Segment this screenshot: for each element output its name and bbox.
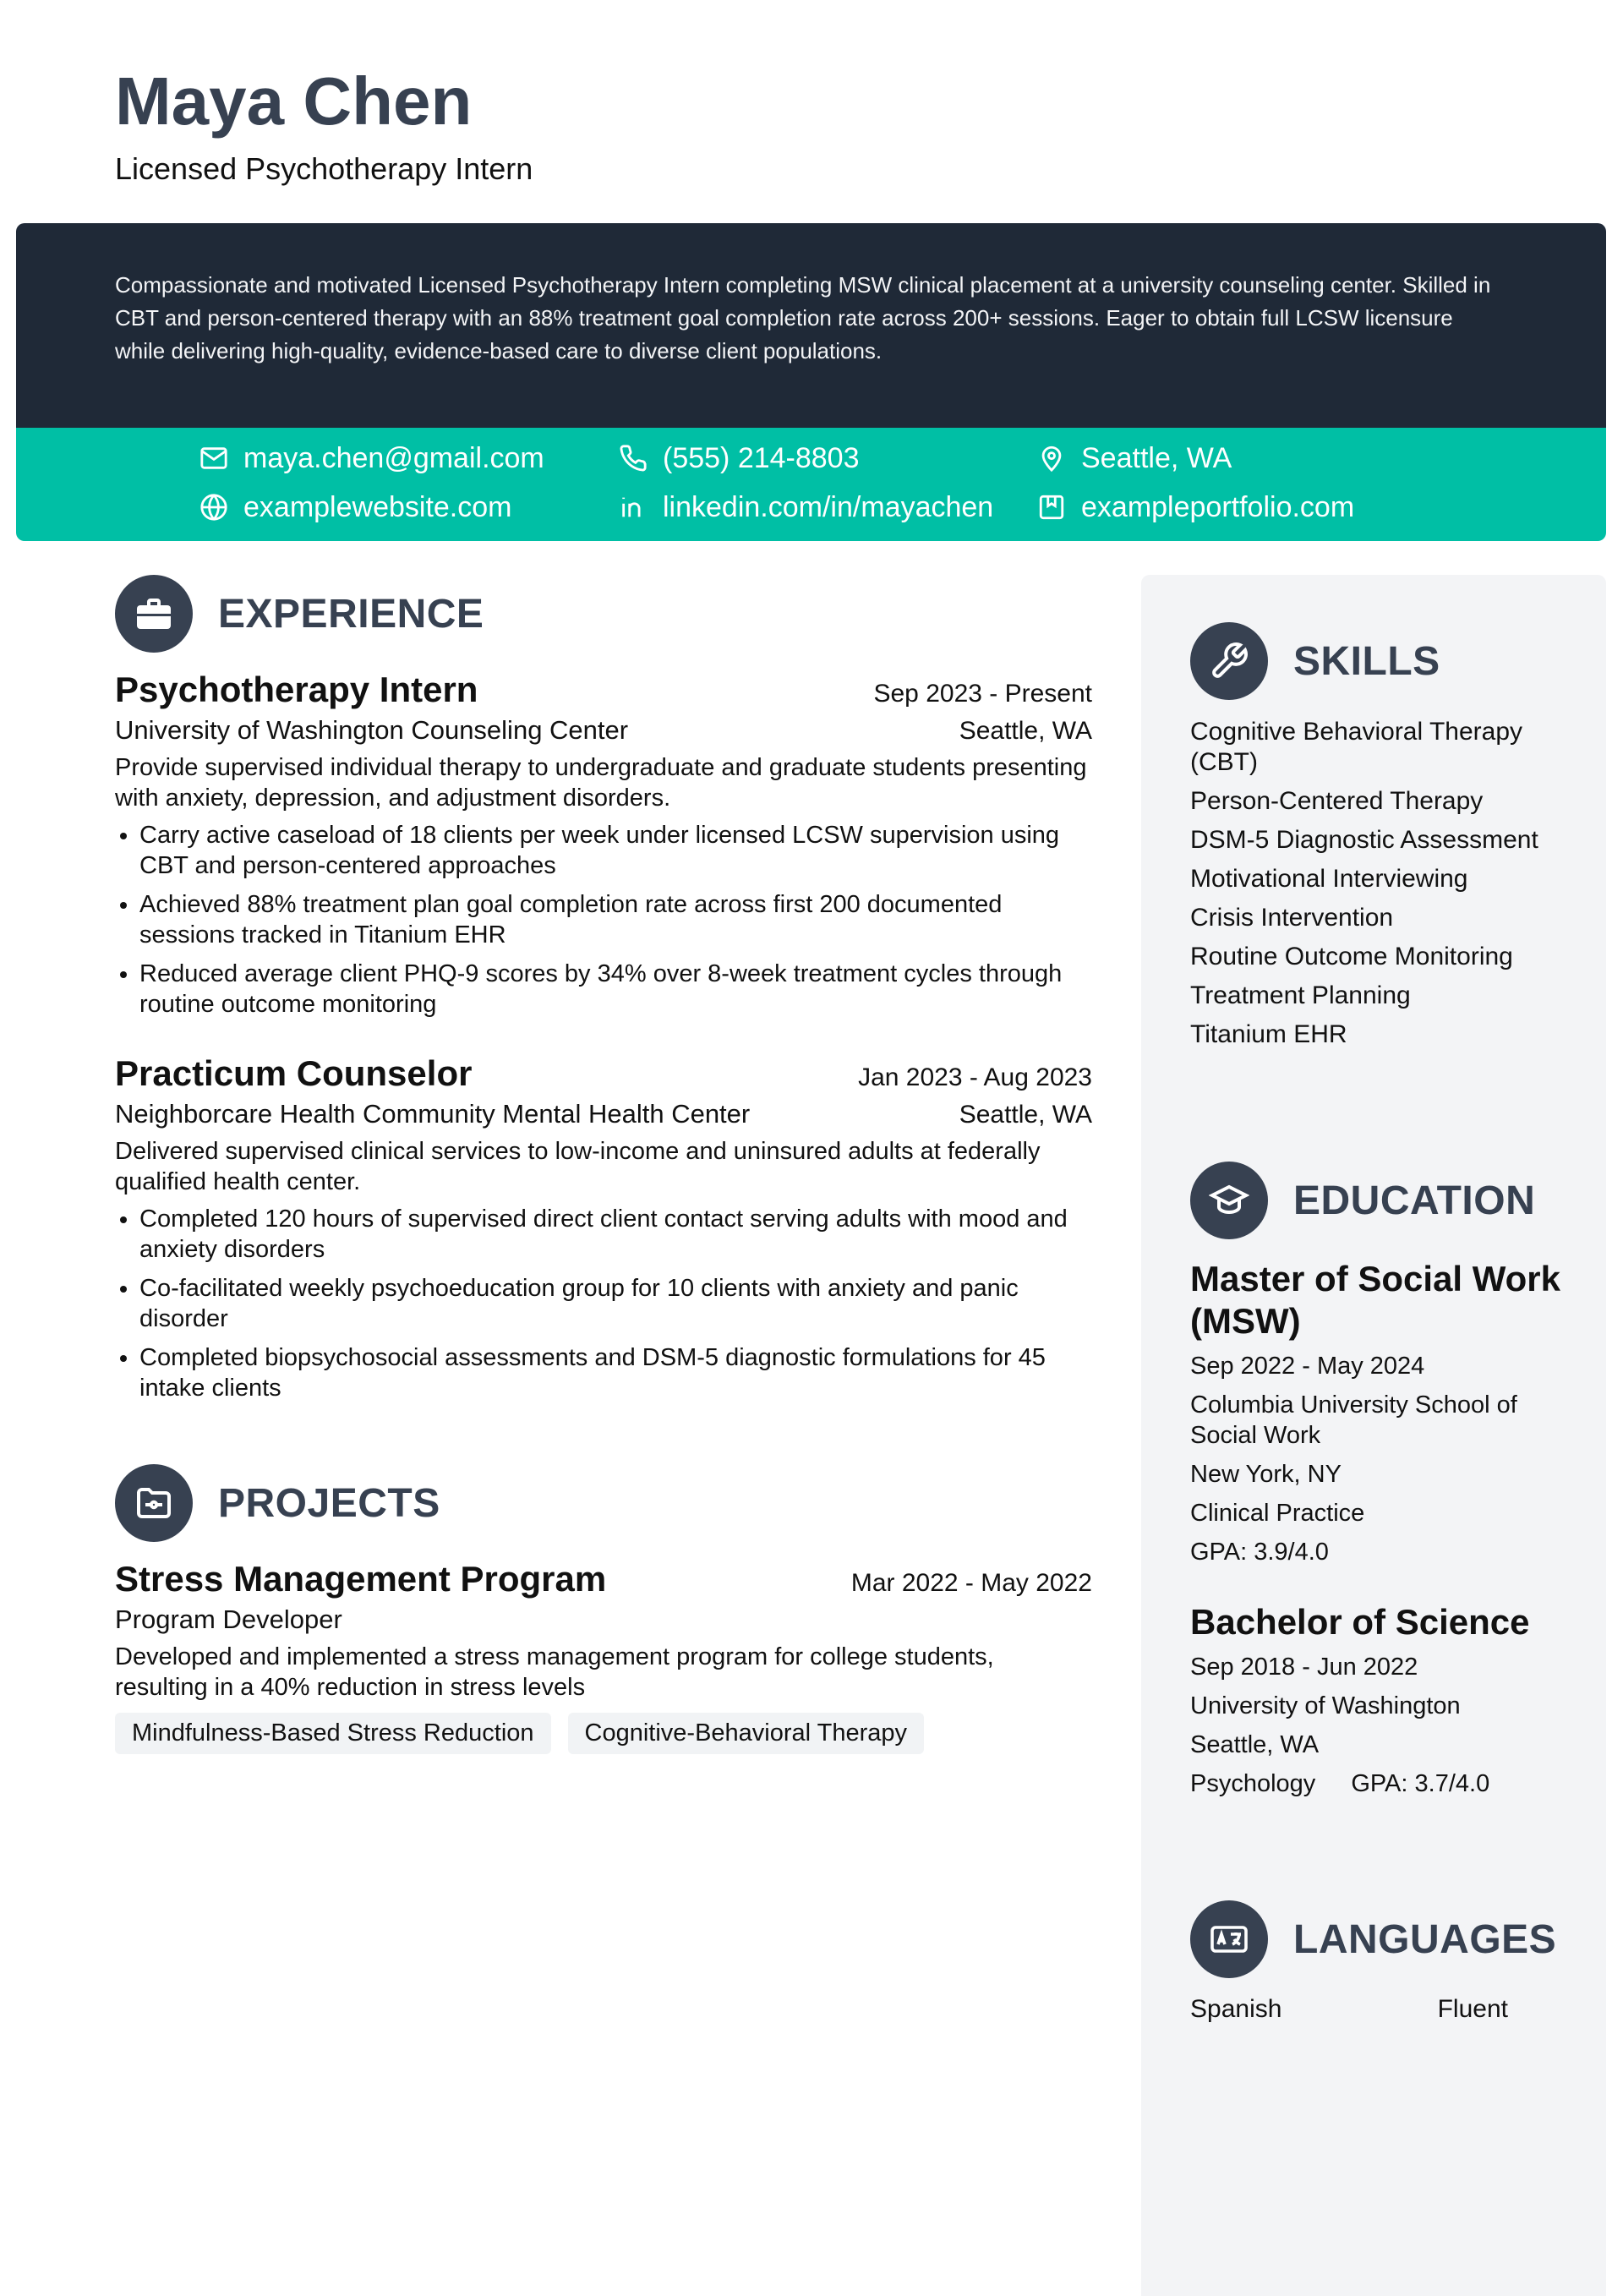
job-bullet: • Co-facilitated weekly psychoeducation group for 10 clients with anxiety and panic disorder	[139, 1273, 1092, 1334]
education-heading	[1190, 1162, 1535, 1239]
contact-bar	[16, 428, 1606, 541]
phone-icon	[619, 444, 648, 473]
project-tags	[115, 1713, 1092, 1754]
language-row	[1190, 1995, 1508, 2024]
job-bullet: • Completed 120 hours of supervised direct client contact serving adults with mood and anxiety disorders	[139, 1204, 1092, 1265]
project-entry	[115, 1557, 1092, 1754]
job-location: Seattle, WA	[959, 1101, 1092, 1129]
map-pin-icon	[1037, 444, 1066, 473]
job-description: Provide supervised individual therapy to undergraduate and graduate students presenting with anxiety, depression, and adjustment disorders.	[115, 754, 1087, 812]
degree-title: Bachelor of Science	[1190, 1602, 1530, 1642]
education-title: EDUCATION	[1293, 1178, 1536, 1223]
education-location: New York, NY	[1190, 1461, 1342, 1488]
job-org: University of Washington Counseling Center	[115, 715, 629, 745]
job-location: Seattle, WA	[959, 717, 1092, 745]
wrench-icon	[1190, 622, 1268, 700]
education-dates: Sep 2022 - May 2024	[1190, 1353, 1425, 1380]
contact-phone[interactable]	[619, 441, 860, 475]
project-tag: Cognitive-Behavioral Therapy	[568, 1713, 925, 1754]
candidate-name: Maya Chen	[115, 63, 473, 139]
education-school: University of Washington	[1190, 1692, 1461, 1719]
candidate-title: Licensed Psychotherapy Intern	[115, 151, 533, 186]
project-dates: Mar 2022 - May 2022	[850, 1569, 1092, 1597]
globe-icon	[199, 493, 228, 522]
job-bullet: • Reduced average client PHQ-9 scores by 34% over 8-week treatment cycles through routine outcome monitoring	[139, 959, 1092, 1020]
job-entry	[115, 1052, 1092, 1412]
projects-heading	[115, 1464, 440, 1542]
contact-linkedin[interactable]	[619, 490, 993, 524]
skill-item: Person-Centered Therapy	[1190, 787, 1484, 815]
skill-item: Motivational Interviewing	[1190, 865, 1468, 893]
project-description: Developed and implemented a stress management program for college students, resulting in a 40% reduction in stress levels	[115, 1643, 994, 1701]
education-field: Psychology	[1190, 1770, 1316, 1797]
education-entry	[1190, 1601, 1562, 1799]
briefcase-icon	[115, 575, 193, 653]
project-tag: Mindfulness-Based Stress Reduction	[115, 1713, 551, 1754]
contact-location	[1037, 441, 1232, 475]
education-gpa: GPA: 3.9/4.0	[1190, 1539, 1329, 1566]
skill-item: Crisis Intervention	[1190, 904, 1394, 932]
skill-item: DSM-5 Diagnostic Assessment	[1190, 826, 1538, 854]
contact-email[interactable]	[199, 441, 544, 475]
folder-icon	[115, 1464, 193, 1542]
email-text: maya.chen@gmail.com	[243, 442, 544, 474]
skill-item: Titanium EHR	[1190, 1020, 1347, 1048]
portfolio-icon	[1037, 493, 1066, 522]
education-field: Clinical Practice	[1190, 1500, 1365, 1527]
degree-title: Master of Social Work (MSW)	[1190, 1259, 1561, 1341]
contact-portfolio[interactable]	[1037, 490, 1354, 524]
skills-heading	[1190, 622, 1440, 700]
location-text: Seattle, WA	[1081, 442, 1232, 474]
skills-list	[1190, 717, 1562, 1058]
job-bullet: • Completed biopsychosocial assessments and DSM-5 diagnostic formulations for 45 intake clients	[139, 1342, 1092, 1403]
languages-heading	[1190, 1900, 1556, 1978]
translate-icon	[1190, 1900, 1268, 1978]
skill-item: Routine Outcome Monitoring	[1190, 943, 1513, 970]
job-bullet: • Carry active caseload of 18 clients per week under licensed LCSW supervision using CBT and person-centered approaches	[139, 820, 1092, 881]
linkedin-text: linkedin.com/in/mayachen	[663, 491, 994, 523]
job-bullets	[115, 1204, 1092, 1403]
contact-website[interactable]	[199, 490, 511, 524]
project-role: Program Developer	[115, 1604, 342, 1634]
education-location: Seattle, WA	[1190, 1731, 1320, 1758]
language-level: Fluent	[1437, 1995, 1508, 2023]
project-title: Stress Management Program	[115, 1559, 607, 1599]
job-title: Psychotherapy Intern	[115, 670, 478, 709]
job-dates: Sep 2023 - Present	[873, 680, 1092, 708]
languages-list	[1190, 1995, 1562, 2024]
job-org: Neighborcare Health Community Mental Health Center	[115, 1099, 751, 1129]
phone-text: (555) 214-8803	[663, 442, 860, 474]
language-name: Spanish	[1190, 1995, 1282, 2023]
graduation-cap-icon	[1190, 1162, 1268, 1239]
job-title: Practicum Counselor	[115, 1053, 473, 1093]
languages-title: LANGUAGES	[1293, 1916, 1557, 1962]
summary-text: Compassionate and motivated Licensed Psychotherapy Intern completing MSW clinical placement at a university counseling center. Skilled in CBT and person-centered therapy with an 88% treatment goal completion rate across 200+ sessions. Eager to obtain full LCSW licensure while delivering high-quality, evidence-based care to diverse client populations.	[115, 272, 1491, 364]
projects-title: PROJECTS	[218, 1480, 440, 1526]
job-dates: Jan 2023 - Aug 2023	[858, 1063, 1092, 1091]
experience-title: EXPERIENCE	[218, 591, 484, 637]
skill-item: Treatment Planning	[1190, 981, 1411, 1009]
mail-icon	[199, 444, 228, 473]
summary-section	[16, 223, 1606, 428]
skill-item: Cognitive Behavioral Therapy (CBT)	[1190, 718, 1523, 776]
education-field-gpa	[1190, 1768, 1562, 1799]
job-bullet: • Achieved 88% treatment plan goal completion rate across first 200 documented sessions tracked in Titanium EHR	[139, 889, 1092, 950]
website-text: examplewebsite.com	[243, 491, 512, 523]
portfolio-text: exampleportfolio.com	[1081, 491, 1355, 523]
education-school: Columbia University School of Social Work	[1190, 1391, 1517, 1449]
education-gpa: GPA: 3.7/4.0	[1351, 1770, 1490, 1797]
job-description: Delivered supervised clinical services to low-income and uninsured adults at federally qualified health center.	[115, 1138, 1041, 1195]
education-entry	[1190, 1258, 1562, 1567]
sidebar	[1141, 575, 1606, 2296]
job-entry	[115, 668, 1092, 1028]
experience-heading	[115, 575, 484, 653]
linkedin-icon	[619, 493, 648, 522]
job-bullets	[115, 820, 1092, 1020]
education-dates: Sep 2018 - Jun 2022	[1190, 1654, 1418, 1681]
skills-title: SKILLS	[1293, 638, 1440, 684]
resume-header	[115, 61, 533, 188]
